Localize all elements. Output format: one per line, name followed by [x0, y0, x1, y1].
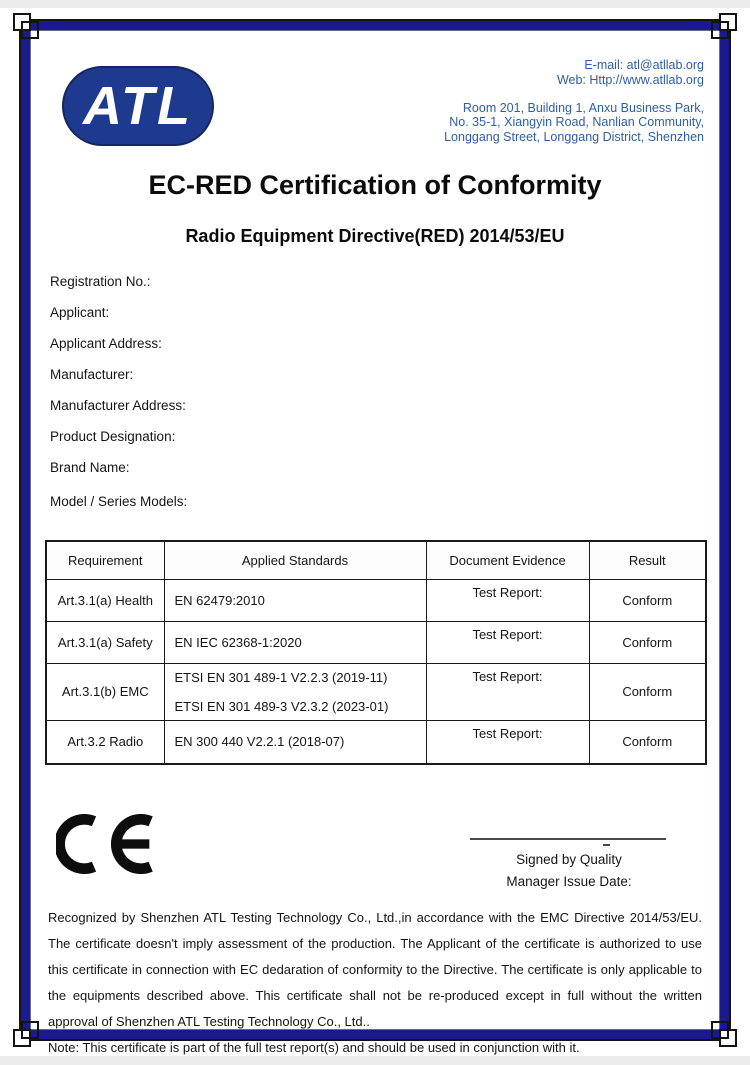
cell-evidence: Test Report:	[426, 579, 589, 621]
cell-standards	[164, 579, 426, 621]
field-applicant: Applicant:	[50, 305, 110, 320]
signature-line	[470, 838, 666, 840]
header-result: Result	[589, 541, 706, 579]
certificate-subtitle: Radio Equipment Directive(RED) 2014/53/EU	[185, 226, 565, 246]
footer-note: Note: This certificate is part of the full test report(s) and should be used in conjunction with it.	[48, 1040, 580, 1055]
footer-paragraph: Recognized by Shenzhen ATL Testing Technology Co., Ltd.,in accordance with the EMC Directive 2014/53/EU. The certificate doesn't imply assessment of the production. The Applicant of the certificate is authorized to use this certificate in connection with EC dedaration of conformity to the Directive. The certificate is only applicable to the equipments described above. This certificate shall not be re-produced except in full without the written approval of Shenzhen ATL Testing Technology Co., Ltd..	[48, 910, 702, 1029]
standard-line: EN IEC 62368-1:2020	[174, 634, 302, 650]
signature-caption-line-2: Manager Issue Date:	[506, 874, 632, 889]
field-brand-name: Brand Name:	[50, 460, 130, 475]
table-row	[46, 663, 706, 720]
header-requirement: Requirement	[46, 541, 164, 579]
cell-standards	[164, 621, 426, 663]
table-row	[46, 720, 706, 764]
cell-standards	[164, 663, 426, 720]
corner-ornament-top-right	[705, 13, 737, 45]
cell-result: Conform	[589, 579, 706, 621]
table-row	[46, 579, 706, 621]
standards-table	[45, 540, 707, 765]
atl-logo-text: ATL	[83, 76, 193, 136]
table-header-row	[46, 541, 706, 579]
standard-line: ETSI EN 301 489-1 V2.2.3 (2019-11)	[174, 669, 388, 685]
address-line-2: No. 35-1, Xiangyin Road, Nanlian Community,	[449, 115, 704, 130]
cell-result: Conform	[589, 720, 706, 764]
cell-requirement: Art.3.1(a) Health	[46, 579, 164, 621]
signature-stray-dash	[603, 844, 610, 846]
contact-web: Web: Http://www.atllab.org	[556, 72, 704, 87]
corner-ornament-bottom-right	[705, 1015, 737, 1047]
field-manufacturer-address: Manufacturer Address:	[50, 398, 186, 413]
form-fields	[50, 274, 610, 525]
cell-evidence: Test Report:	[426, 663, 589, 720]
corner-ornament-top-left	[13, 13, 45, 45]
cell-requirement: Art.3.1(a) Safety	[46, 621, 164, 663]
contact-address	[374, 101, 704, 145]
address-line-1: Room 201, Building 1, Anxu Business Park,	[462, 100, 704, 115]
cell-standards	[164, 720, 426, 764]
footer-legal	[48, 905, 702, 1061]
field-manufacturer: Manufacturer:	[50, 367, 134, 382]
atl-logo	[62, 66, 214, 146]
ce-mark-icon	[56, 798, 156, 895]
contact-email: E-mail: atl@atllab.org	[584, 58, 704, 72]
signature-block	[470, 838, 668, 893]
field-applicant-address: Applicant Address:	[50, 336, 162, 351]
contact-block	[374, 58, 704, 145]
header-document-evidence: Document Evidence	[426, 541, 589, 579]
cell-result: Conform	[589, 663, 706, 720]
cell-requirement: Art.3.2 Radio	[46, 720, 164, 764]
signature-caption-line-1: Signed by Quality	[516, 852, 622, 867]
field-model-series: Model / Series Models:	[50, 494, 188, 509]
cell-evidence: Test Report:	[426, 720, 589, 764]
corner-ornament-bottom-left	[13, 1015, 45, 1047]
standard-line: EN 300 440 V2.2.1 (2018-07)	[174, 734, 345, 750]
table-row	[46, 621, 706, 663]
standard-line: EN 62479:2010	[174, 592, 265, 608]
signature-caption	[470, 849, 668, 893]
address-line-3: Longgang Street, Longgang District, Shenzhen	[444, 130, 704, 145]
certificate-title: EC-RED Certification of Conformity	[148, 170, 602, 200]
cell-result: Conform	[589, 621, 706, 663]
cell-requirement: Art.3.1(b) EMC	[46, 663, 164, 720]
header-applied-standards: Applied Standards	[164, 541, 426, 579]
field-registration-no: Registration No.:	[50, 274, 151, 289]
field-product-designation: Product Designation:	[50, 429, 176, 444]
cell-evidence: Test Report:	[426, 621, 589, 663]
standard-line: ETSI EN 301 489-3 V2.3.2 (2023-01)	[174, 698, 389, 714]
